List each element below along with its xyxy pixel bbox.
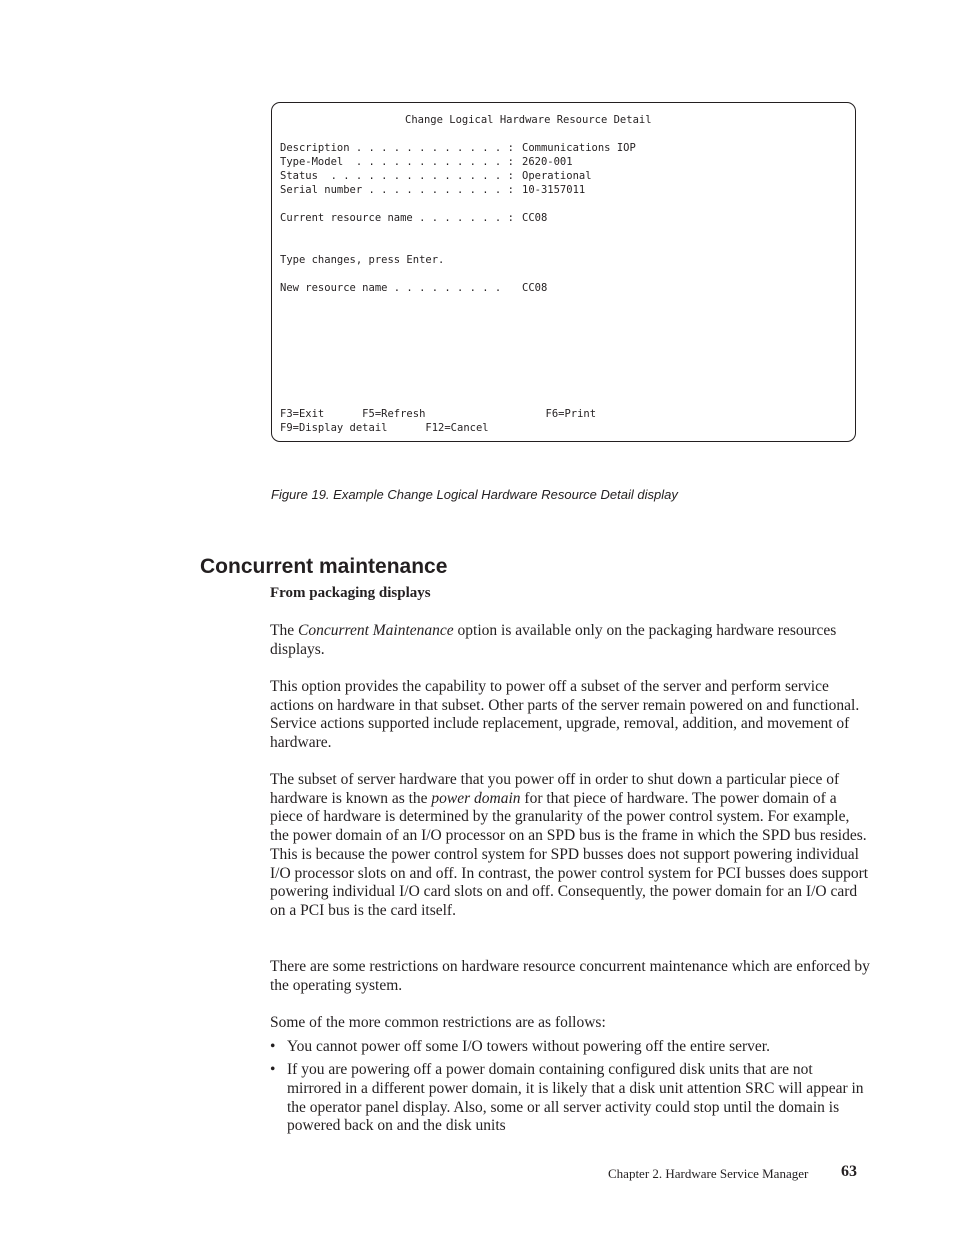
screen-instruction: Type changes, press Enter. [280, 254, 445, 266]
bullet-icon: • [270, 1038, 276, 1055]
restrictions-list [270, 1038, 870, 1141]
subsection-title: From packaging displays [270, 585, 431, 601]
field-value-type-model: 2620-001 [522, 156, 573, 168]
bullet-icon: • [270, 1061, 276, 1079]
section-title: Concurrent maintenance [200, 555, 448, 578]
term-concurrent-maintenance: Concurrent Maintenance [297, 622, 454, 639]
list-item: • If you are powering off a power domain containing configured disk units that are not mirrored in a different power domain, it is likely that a disk unit attention SRC will appear in the operator panel display. Also, some or all server activity could stop until the domain is powered back on and the disk units [270, 1061, 864, 1135]
footer-chapter: Chapter 2. Hardware Service Manager [608, 1166, 809, 1181]
new-resource-name-input: CC08 [522, 282, 548, 294]
paragraph-3: The subset of server hardware that you power off in order to shut down a particular piece of hardware is known as the power domain for that piece of hardware. The power domain of a piece of hardware is determined by the granularity of the power control system. For example, the power domain of an I/O processor on an SPD bus is the frame in which the SPD bus resides. This is because the power control system for SPD busses does not support powering individual I/O processor slots on and off. In contrast, the power control system for PCI busses does support powering individual I/O card slots on and off. Consequently, the power domain for an I/O card on a PCI bus is the card itself. [270, 771, 869, 919]
field-label-status: Status . . . . . . . . . . . . . . : [280, 170, 514, 182]
list-item: • You cannot power off some I/O towers without powering off the entire server. [270, 1038, 770, 1055]
function-keys-line-2: F9=Display detail F12=Cancel [280, 422, 489, 434]
figure-caption: Figure 19. Example Change Logical Hardware Resource Detail display [271, 487, 678, 502]
term-power-domain: power domain [431, 789, 521, 807]
field-value-description: Communications IOP [522, 142, 636, 154]
field-value-serial-number: 10-3157011 [522, 184, 586, 196]
field-value-current-resource: CC08 [522, 212, 548, 224]
field-label-description: Description . . . . . . . . . . . . : [280, 142, 514, 154]
paragraph-4: There are some restrictions on hardware resource concurrent maintenance which are enforced by the operating system. [270, 958, 870, 994]
function-keys-line-1: F3=Exit F5=Refresh F6=Print [280, 408, 597, 420]
field-label-serial-number: Serial number . . . . . . . . . . . : [280, 184, 514, 196]
paragraph-2: This option provides the capability to power off a subset of the server and perform service actions on hardware in that subset. Other parts of the server remain powered on and functional. Service actions supported include replacement, upgrade, removal, addition, and movement of hardware. [270, 678, 860, 752]
paragraph-5: Some of the more common restrictions are as follows: [270, 1014, 606, 1031]
page-number: 63 [841, 1163, 857, 1180]
field-label-new-resource: New resource name . . . . . . . . . [280, 282, 502, 294]
field-label-current-resource: Current resource name . . . . . . . : [280, 212, 514, 224]
screen-title: Change Logical Hardware Resource Detail [405, 114, 652, 126]
field-value-status: Operational [522, 170, 592, 182]
terminal-screen-figure [271, 102, 856, 442]
paragraph-1: The Concurrent Maintenance option is available only on the packaging hardware resources displays. [270, 622, 837, 658]
field-label-type-model: Type-Model . . . . . . . . . . . . : [280, 156, 514, 168]
